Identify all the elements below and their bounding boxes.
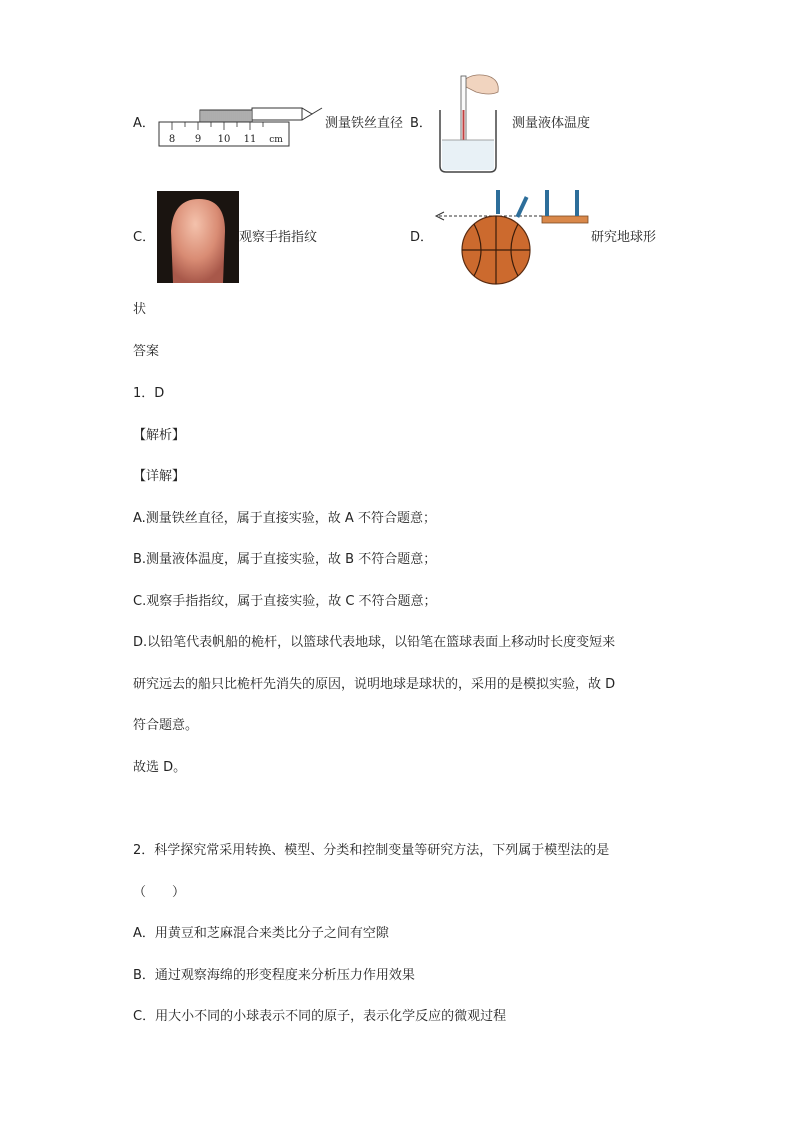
option-a-caption: 测量铁丝直径 [325,116,404,131]
option-c-label: C． [133,230,156,245]
explanation-b: B.测量液体温度，属于直接实验，故 B 不符合题意； [133,552,437,567]
option-b-caption: 测量液体温度 [512,116,591,131]
basketball-pencil-model-image [430,186,590,286]
option-d-label: D． [410,230,434,245]
option-b-label: B． [410,116,432,131]
thermometer-beaker-image [432,70,504,178]
ruler-unit: cm [269,135,283,145]
option-d-caption: 研究地球形 [591,230,657,245]
q2-bracket: （ ） [133,885,186,900]
q2-option-c: C．用大小不同的小球表示不同的原子，表示化学反应的微观过程 [133,1009,507,1024]
option-a-label: A． [133,116,155,131]
q1-answer: 1．D [133,386,165,401]
ruler-wire-image [158,96,323,148]
explanation-d-line1: D.以铅笔代表帆船的桅杆，以篮球代表地球，以铅笔在篮球表面上移动时长度变短来 [133,635,616,650]
explanation-d-line3: 符合题意。 [133,718,199,733]
explanation-d-line2: 研究远去的船只比桅杆先消失的原因，说明地球是球状的，采用的是模拟实验，故 D [133,677,616,692]
q2-stem: 2．科学探究常采用转换、模型、分类和控制变量等研究方法，下列属于模型法的是 [133,843,610,858]
option-d-caption-cont: 状 [133,302,147,317]
detail-heading: 【详解】 [133,469,186,484]
explanation-c: C.观察手指指纹，属于直接实验，故 C 不符合题意； [133,594,437,609]
analysis-heading: 【解析】 [133,428,186,443]
ruler-tick-10: 10 [217,134,231,145]
q2-option-b: B．通过观察海绵的形变程度来分析压力作用效果 [133,968,415,983]
ruler-tick-9: 9 [194,134,202,145]
q2-option-a: A．用黄豆和芝麻混合来类比分子之间有空隙 [133,926,389,941]
ruler-tick-8: 8 [168,134,176,145]
answer-heading: 答案 [133,344,160,359]
ruler-tick-11: 11 [243,134,257,145]
finger-photo-image [157,191,239,283]
option-c-caption: 观察手指指纹 [239,230,318,245]
explanation-a: A.测量铁丝直径，属于直接实验，故 A 不符合题意； [133,511,436,526]
conclusion: 故选 D。 [133,760,187,775]
